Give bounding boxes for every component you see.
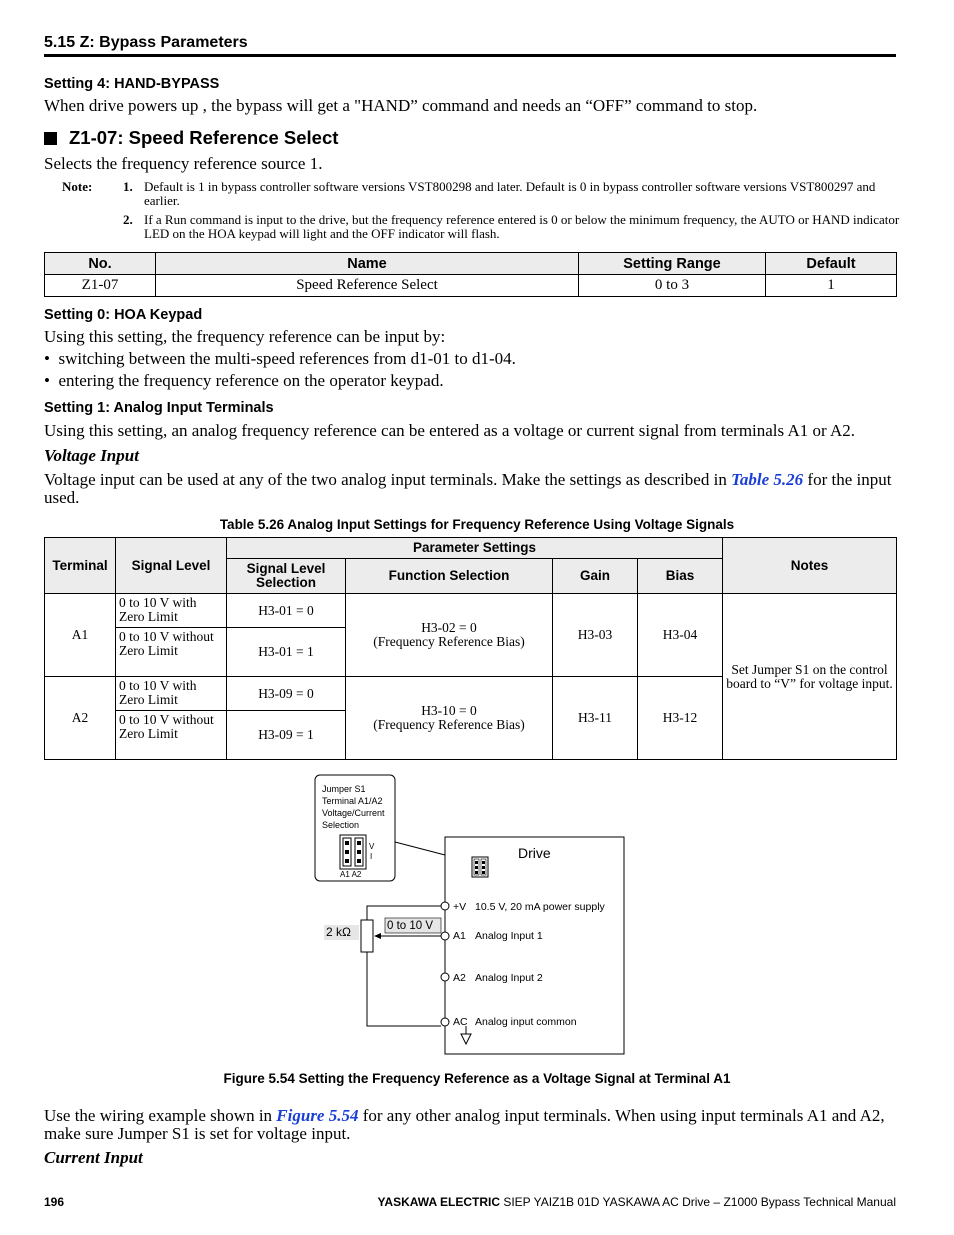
note-text-1: Default is 1 in bypass controller software versions VST800298 and later. Default is 0 in bypass controller software versions VST800297 and earlier.: [144, 179, 876, 208]
td-bias-a1: H3-04: [638, 594, 723, 677]
setting1-text: Using this setting, an analog frequency reference can be entered as a voltage or current signal from terminals A1 or A2.: [44, 421, 855, 440]
setting1-heading: Setting 1: Analog Input Terminals: [44, 400, 274, 416]
function-a2: H3-10 = 0: [421, 703, 477, 718]
td-level-a2-2: 0 to 10 V without Zero Limit: [116, 711, 227, 760]
note-num-1: 1.: [123, 179, 133, 194]
jumper-i-label: I: [370, 852, 373, 861]
jumper-v-label: V: [369, 842, 375, 851]
th-bias: Bias: [638, 559, 723, 594]
terminal-a2: [441, 973, 449, 981]
wiring-diagram: [300, 770, 640, 1060]
td-terminal-a1: A1: [45, 594, 116, 677]
td-bias-a2: H3-12: [638, 677, 723, 760]
terminal-plus-v: [441, 902, 449, 910]
th-default: Default: [766, 253, 897, 275]
drive-label: Drive: [518, 845, 551, 861]
terminal-a1: [441, 932, 449, 940]
th-sl-selection: Signal Level Selection: [227, 559, 346, 594]
setting0-intro: Using this setting, the frequency reference can be input by:: [44, 327, 446, 346]
z107-heading-text: Z1-07: Speed Reference Select: [69, 127, 339, 148]
th-function-selection: Function Selection: [346, 559, 553, 594]
voltage-text-a: Voltage input can be used at any of the two analog input terminals. Make the settings as described in: [44, 470, 727, 489]
voltage-input-text: [44, 471, 900, 507]
th-no: No.: [45, 253, 156, 275]
table-caption: Table 5.26 Analog Input Settings for Frequency Reference Using Voltage Signals: [219, 517, 735, 532]
note-text-2: If a Run command is input to the drive, but the frequency reference entered is 0 or below the minimum frequency, the AUTO or HAND indicator LED on the HOA keypad will light and the OFF indicator will flash.: [144, 212, 900, 241]
table-row: [45, 594, 897, 628]
page-number: 196: [44, 1195, 65, 1209]
wiper-arrow-icon: [374, 933, 381, 939]
after-text-b: for any other analog input terminals. When using input terminals A1 and A2, make sure Jumper S1 is set for voltage input.: [44, 1106, 885, 1143]
header-rule: [44, 54, 896, 57]
list-item: • switching between the multi-speed references from d1-01 to d1-04.: [44, 349, 516, 368]
note-label: Note:: [62, 179, 93, 194]
td-default: 1: [766, 275, 897, 297]
wire-common: [367, 952, 441, 1026]
after-figure-text: [44, 1107, 900, 1143]
current-input-heading: Current Input: [44, 1148, 143, 1167]
td-terminal-a2: A2: [45, 677, 116, 760]
terminal-code-a2: A2: [453, 972, 466, 984]
table-526-link[interactable]: Table 5.26: [731, 470, 804, 489]
td-gain-a2: H3-11: [553, 677, 638, 760]
td-level-a1-1: 0 to 10 V with Zero Limit: [116, 594, 227, 628]
z107-heading: [44, 127, 338, 149]
th-terminal: Terminal: [45, 538, 116, 594]
section-header: 5.15 Z: Bypass Parameters: [44, 34, 248, 51]
td-level-a1-2: 0 to 10 V without Zero Limit: [116, 628, 227, 677]
td-sel-a1-1: H3-01 = 0: [227, 594, 346, 628]
analog-input-table: [44, 537, 897, 760]
z107-table: [44, 252, 897, 297]
figure-554-link[interactable]: Figure 5.54: [276, 1106, 359, 1125]
td-sel-a2-2: H3-09 = 1: [227, 711, 346, 760]
setting4-heading: Setting 4: HAND-BYPASS: [44, 76, 220, 92]
function-a2-desc: (Frequency Reference Bias): [373, 717, 525, 732]
td-level-a2-1: 0 to 10 V with Zero Limit: [116, 677, 227, 711]
bullet-text-1: switching between the multi-speed references from d1-01 to d1-04.: [58, 349, 516, 368]
jumper-line-3: Voltage/Current: [322, 808, 385, 818]
td-sel-a2-1: H3-09 = 0: [227, 677, 346, 711]
footer-title: SIEP YAIZ1B 01D YASKAWA AC Drive – Z1000 Bypass Technical Manual: [503, 1195, 896, 1209]
note-num-2: 2.: [123, 212, 133, 227]
terminal-label-a1: Analog Input 1: [475, 930, 543, 942]
resistor-label: 2 kΩ: [326, 925, 351, 939]
setting0-heading: Setting 0: HOA Keypad: [44, 307, 203, 323]
th-param-settings: Parameter Settings: [227, 538, 723, 559]
terminal-ac: [441, 1018, 449, 1026]
td-no: Z1-07: [45, 275, 156, 297]
after-text-a: Use the wiring example shown in: [44, 1106, 273, 1125]
td-name: Speed Reference Select: [156, 275, 579, 297]
terminal-label-a2: Analog Input 2: [475, 972, 543, 984]
jumper-a1a2-label: A1 A2: [340, 870, 362, 879]
voltage-input-heading: Voltage Input: [44, 446, 139, 465]
footer-text: [378, 1195, 896, 1209]
resistor: [361, 920, 373, 952]
terminal-code-plus-v: +V: [453, 901, 467, 913]
table-row: [45, 275, 897, 297]
square-bullet-icon: [44, 132, 57, 145]
setting4-text: When drive powers up , the bypass will get a "HAND” command and needs an “OFF” command to stop.: [44, 96, 758, 115]
th-notes: Notes: [723, 538, 897, 594]
function-a1-desc: (Frequency Reference Bias): [373, 634, 525, 649]
td-sel-a1-2: H3-01 = 1: [227, 628, 346, 677]
jumper-line-1: Jumper S1: [322, 784, 366, 794]
terminal-label-plus-v: 10.5 V, 20 mA power supply: [475, 901, 605, 913]
td-gain-a1: H3-03: [553, 594, 638, 677]
list-item: • entering the frequency reference on the operator keypad.: [44, 371, 444, 390]
range-label: 0 to 10 V: [387, 920, 434, 932]
jumper-line-4: Selection: [322, 820, 360, 830]
footer-brand: YASKAWA ELECTRIC: [377, 1195, 500, 1209]
bullet-text-2: entering the frequency reference on the operator keypad.: [58, 371, 444, 390]
terminal-label-ac: Analog input common: [475, 1016, 577, 1028]
td-function-a1: [346, 594, 553, 677]
terminal-code-ac: AC: [453, 1016, 468, 1028]
z107-intro: Selects the frequency reference source 1.: [44, 154, 323, 173]
jumper-icon: [340, 835, 366, 869]
td-function-a2: [346, 677, 553, 760]
jumper-line-2: Terminal A1/A2: [322, 796, 383, 806]
td-notes: Set Jumper S1 on the control board to “V” for voltage input.: [723, 594, 897, 760]
voltage-text-b: for the input used.: [44, 470, 892, 507]
figure-caption: Figure 5.54 Setting the Frequency Reference as a Voltage Signal at Terminal A1: [223, 1071, 731, 1086]
th-signal-level: Signal Level: [116, 538, 227, 594]
drive-jumper-icon: [472, 857, 488, 877]
th-range: Setting Range: [579, 253, 766, 275]
function-a1: H3-02 = 0: [421, 620, 477, 635]
terminal-code-a1: A1: [453, 930, 466, 942]
th-name: Name: [156, 253, 579, 275]
td-range: 0 to 3: [579, 275, 766, 297]
th-gain: Gain: [553, 559, 638, 594]
